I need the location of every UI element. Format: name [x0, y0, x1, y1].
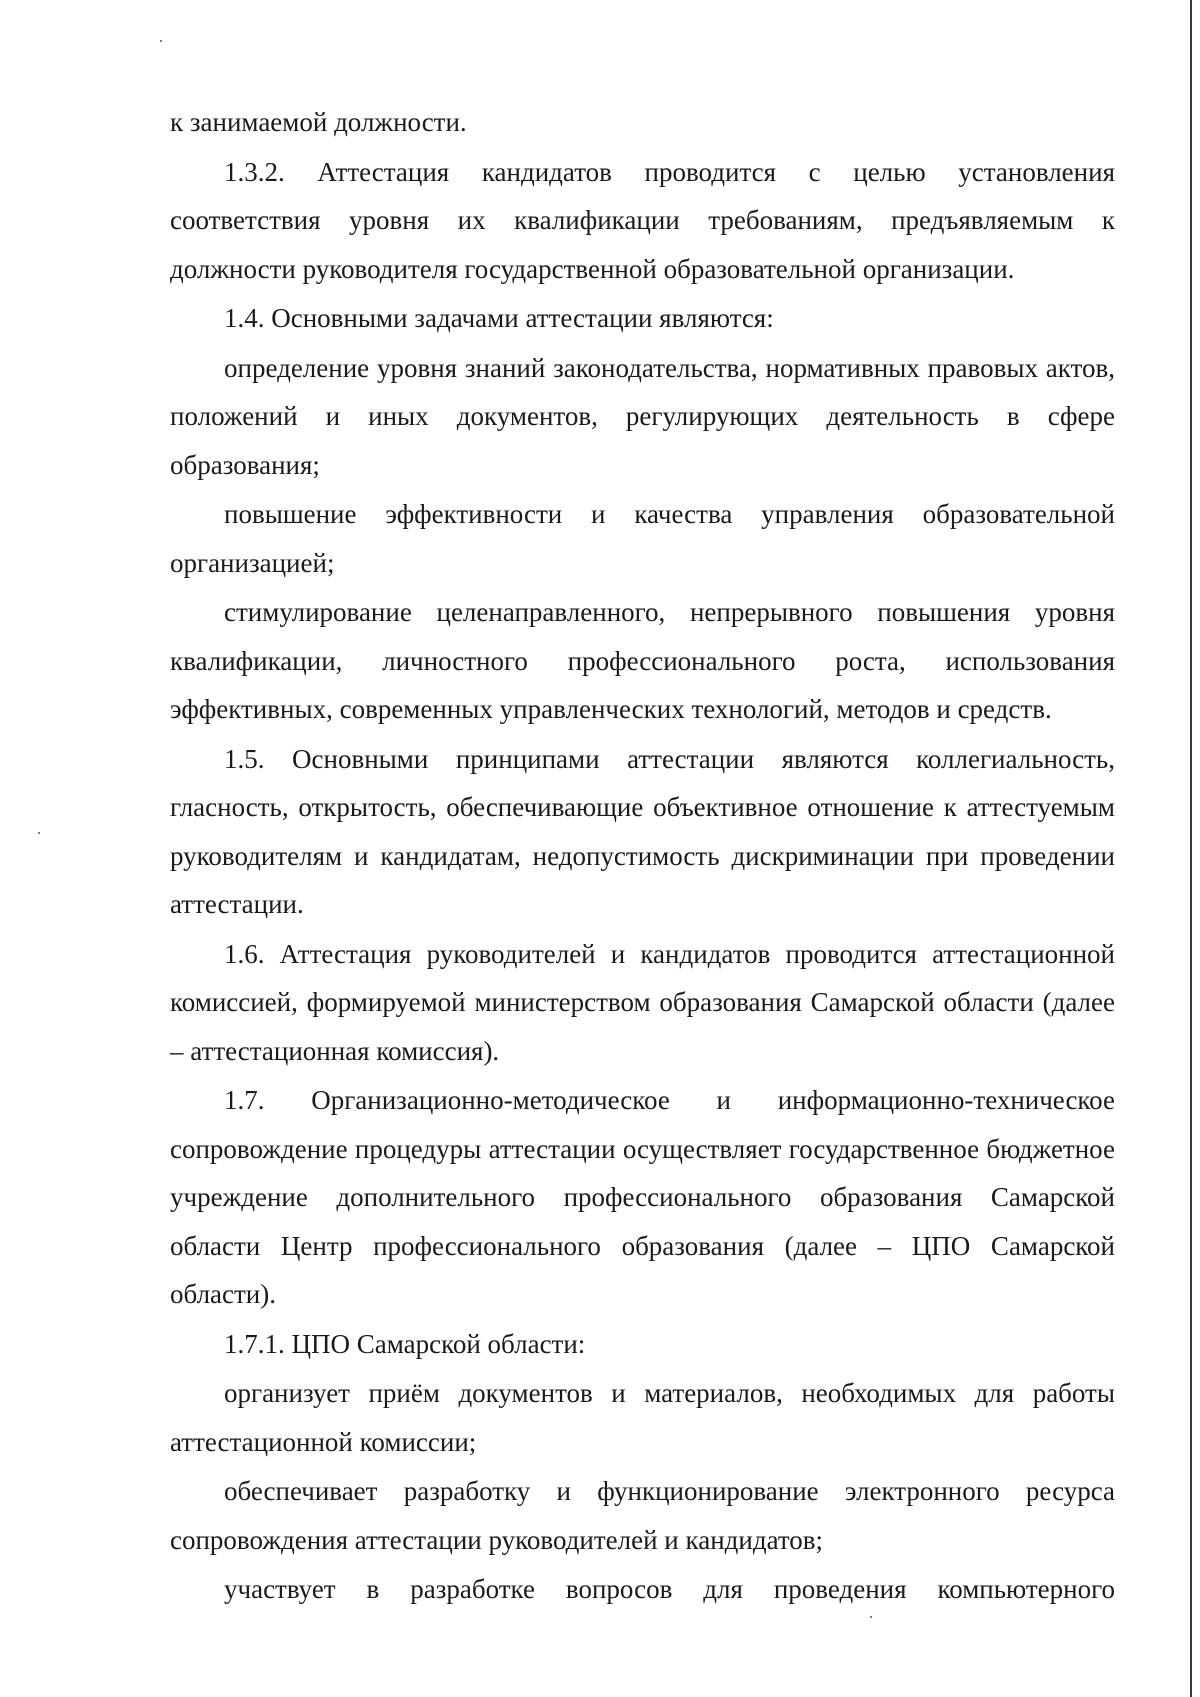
- list-item-knowledge: определение уровня знаний законодательства, нормативных правовых актов, положений и иных документов, регулирующих деятельность в сфере образования;: [170, 352, 1115, 480]
- paragraph-1-4: 1.4. Основными задачами аттестации являются:: [224, 303, 774, 333]
- paragraph-1-7: 1.7. Организационно-методическое и информационно-техническое сопровождение процедуры аттестации осуществляет государственное бюджетное учреждение дополнительного профессионального образования Самарской области Центр профессионального образования (далее – ЦПО Самарской области).: [170, 1085, 1115, 1309]
- list-item-documents: организует приём документов и материалов, необходимых для работы аттестационной комиссии;: [170, 1378, 1115, 1457]
- list-item-questions: участвует в разработке вопросов для проведения компьютерного: [224, 1574, 1115, 1604]
- scan-speck: [38, 832, 40, 834]
- scan-edge-line: [1190, 0, 1192, 1697]
- paragraph-1-3-2: 1.3.2. Аттестация кандидатов проводится с целью установления соответствия уровня их квалификации требованиям, предъявляемым к должности руководителя государственной образовательной организации.: [170, 156, 1115, 284]
- list-item-electronic-resource: обеспечивает разработку и функционирование электронного ресурса сопровождения аттестации руководителей и кандидатов;: [170, 1476, 1115, 1555]
- paragraph-1-5: 1.5. Основными принципами аттестации являются коллегиальность, гласность, открытость, обеспечивающие объективное отношение к аттестуемым руководителям и кандидатам, недопустимость дискриминации при проведении аттестации.: [170, 743, 1115, 919]
- paragraph-1-6: 1.6. Аттестация руководителей и кандидатов проводится аттестационной комиссией, формируемой министерством образования Самарской области (далее – аттестационная комиссия).: [170, 938, 1115, 1066]
- document-body: [170, 98, 1115, 1614]
- scan-speck: [160, 40, 162, 42]
- list-item-stimulation: стимулирование целенаправленного, непрерывного повышения уровня квалификации, личностного профессионального роста, использования эффективных, современных управленческих технологий, методов и средств.: [170, 597, 1115, 724]
- paragraph-continuation: к занимаемой должности.: [170, 107, 467, 137]
- list-item-efficiency: повышение эффективности и качества управления образовательной организацией;: [170, 499, 1115, 578]
- paragraph-1-7-1: 1.7.1. ЦПО Самарской области:: [224, 1328, 586, 1359]
- scan-speck: [870, 1616, 872, 1618]
